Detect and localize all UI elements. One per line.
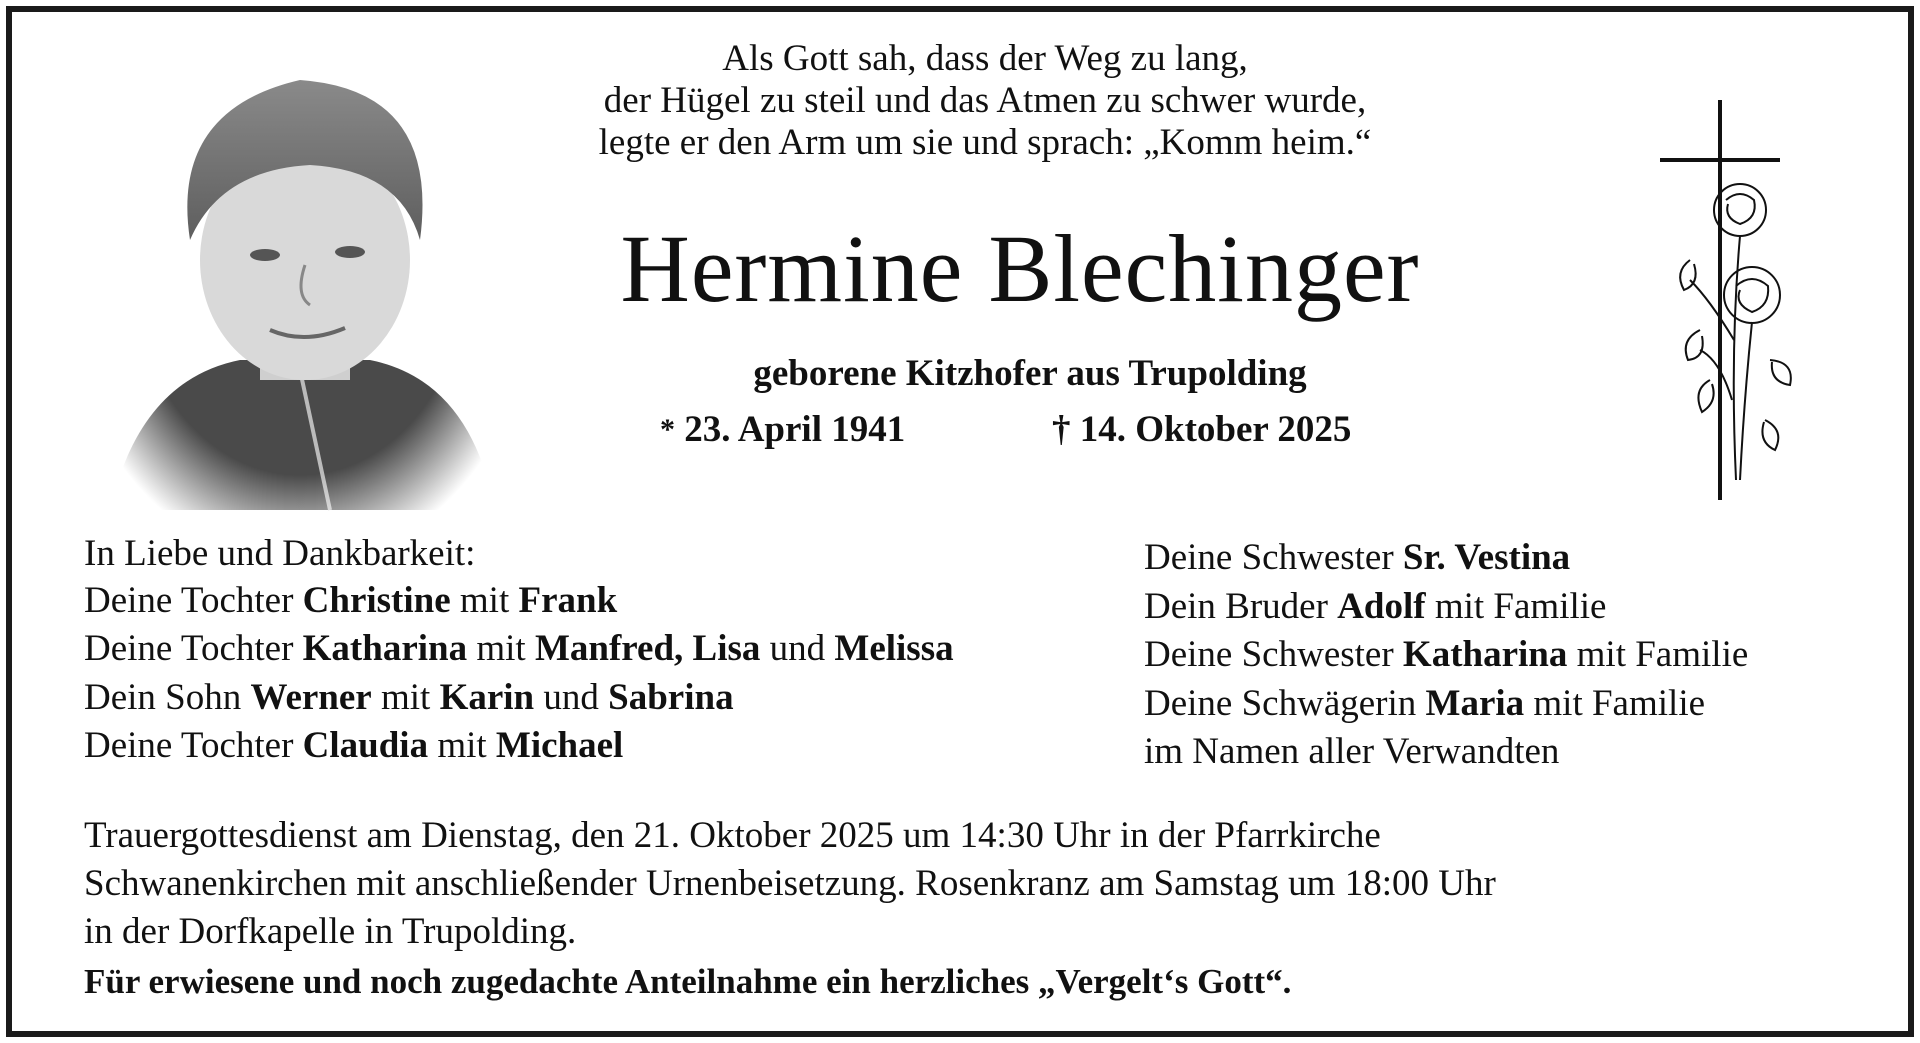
family-line bbox=[84, 625, 954, 674]
deceased-name: Hermine Blechinger bbox=[620, 215, 1420, 322]
person: Katharina bbox=[1402, 634, 1568, 675]
family-line bbox=[1144, 534, 1748, 583]
connector: mit Familie bbox=[1567, 634, 1749, 675]
maiden-name: geborene Kitzhofer aus Trupolding bbox=[753, 353, 1307, 394]
person: Michael bbox=[495, 725, 624, 766]
connector: mit Familie bbox=[1425, 585, 1607, 627]
person: Melissa bbox=[834, 628, 954, 669]
death-date-text: 14. Oktober 2025 bbox=[1079, 409, 1352, 450]
service-info bbox=[84, 812, 1884, 956]
death-date bbox=[1052, 408, 1351, 451]
birth-symbol: * bbox=[660, 413, 675, 446]
connector: mit Familie bbox=[1524, 682, 1706, 724]
connector: mit bbox=[467, 628, 535, 669]
relation: Deine Schwester bbox=[1144, 537, 1403, 578]
person: Claudia bbox=[302, 725, 429, 766]
connector: und bbox=[760, 628, 835, 669]
relation: Deine Tochter bbox=[84, 725, 303, 766]
family-line bbox=[1144, 583, 1748, 632]
relation: Dein Bruder bbox=[1144, 585, 1338, 627]
family-line bbox=[84, 577, 954, 626]
cross-with-roses-icon bbox=[1640, 100, 1800, 520]
connector: mit bbox=[371, 676, 440, 718]
person: Adolf bbox=[1337, 585, 1426, 627]
family-intro: In Liebe und Dankbarkeit: bbox=[84, 533, 476, 574]
connector: mit bbox=[428, 725, 496, 766]
person: Sabrina bbox=[608, 676, 734, 718]
poem bbox=[510, 38, 1460, 164]
family-line bbox=[1144, 680, 1748, 729]
birth-date-text: 23. April 1941 bbox=[684, 409, 906, 450]
relation: Deine Schwester bbox=[1144, 634, 1403, 675]
family-line: im Namen aller Verwandten bbox=[1144, 731, 1560, 772]
family-line bbox=[1144, 631, 1748, 680]
person: Christine bbox=[302, 579, 451, 621]
service-line: in der Dorfkapelle in Trupolding. bbox=[84, 911, 577, 952]
person: Karin bbox=[439, 676, 535, 718]
poem-line: legte er den Arm um sie und sprach: „Komm heim.“ bbox=[598, 122, 1372, 163]
birth-date bbox=[660, 408, 905, 451]
person: Sr. Vestina bbox=[1402, 537, 1571, 578]
poem-line: der Hügel zu steil und das Atmen zu schwer wurde, bbox=[603, 80, 1367, 121]
service-line: Schwanenkirchen mit anschließender Urnenbeisetzung. Rosenkranz am Samstag um 18:00 Uhr bbox=[84, 863, 1496, 904]
connector: mit bbox=[450, 579, 519, 621]
person: Katharina bbox=[302, 628, 468, 669]
family-line bbox=[84, 722, 954, 771]
relation: Dein Sohn bbox=[84, 676, 251, 718]
person: Werner bbox=[250, 676, 372, 718]
death-symbol: † bbox=[1052, 409, 1071, 450]
person: Manfred, Lisa bbox=[534, 628, 761, 669]
family-left bbox=[84, 530, 954, 771]
service-line: Trauergottesdienst am Dienstag, den 21. Oktober 2025 um 14:30 Uhr in der Pfarrkirche bbox=[84, 815, 1381, 856]
thanks-line: Für erwiesene und noch zugedachte Anteilnahme ein herzliches „Vergelt‘s Gott“. bbox=[84, 962, 1292, 1001]
person: Frank bbox=[518, 579, 618, 621]
poem-line: Als Gott sah, dass der Weg zu lang, bbox=[722, 38, 1248, 79]
portrait-photo bbox=[100, 40, 500, 540]
family-line bbox=[84, 674, 954, 723]
connector: und bbox=[534, 676, 609, 718]
family-right bbox=[1144, 534, 1748, 777]
relation: Deine Tochter bbox=[84, 579, 303, 621]
person: Maria bbox=[1425, 682, 1525, 724]
relation: Deine Schwägerin bbox=[1144, 682, 1426, 724]
relation: Deine Tochter bbox=[84, 628, 303, 669]
